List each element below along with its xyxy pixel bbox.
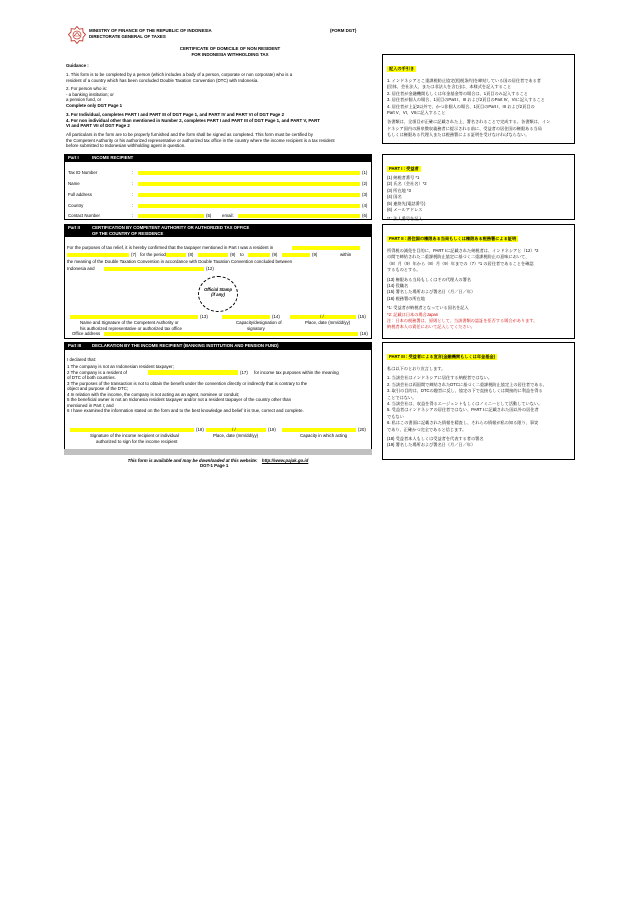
jp-part3-item-1: 1. 当該会社はインドネシアに居住する納税者ではない。 [387, 375, 493, 381]
jp-guidance-3: 2. 居住者が金融機関もしくは年金基金等の場合は、1頁目のみ記入すること [387, 90, 528, 96]
period-to-month[interactable] [248, 253, 270, 258]
ministry-line-2: DIRECTORATE GENERAL OF TAXES [89, 33, 166, 39]
colon: : [132, 181, 134, 186]
num-14: (14) [272, 314, 280, 319]
jp-guidance-2: (団体、会社法人、または非法人を含む)は、本様式を記入すること [387, 84, 512, 90]
recipient-place-date-label: Place, date (mm/dd/yy) [213, 433, 259, 438]
num-8: (8) [188, 252, 194, 257]
num-16: (16) [360, 331, 368, 336]
guidance-heading: Guidance : [66, 63, 89, 68]
jp-part1-item-1: (1) 納税者番号 *1 [387, 175, 420, 180]
download-note: This form is available and may be downloaded at this website: [127, 458, 258, 463]
recipient-signature-label: Signature of the income recipient or individual [90, 433, 179, 438]
name-num: (2) [362, 181, 368, 186]
guidance-item-4b: VI and PART VII of DGT Page 2 [66, 123, 130, 128]
num-20: (20) [358, 427, 366, 432]
colon: : [132, 203, 134, 208]
recipient-capacity-field[interactable] [282, 428, 356, 433]
contact-num: (5) [206, 213, 212, 218]
jp-part2-note-1: *1: 受益者が納税者となっている国名を記入 [387, 305, 469, 311]
part-2-header [65, 225, 371, 237]
period-to-year[interactable] [282, 253, 310, 258]
guidance-item-4: 4. For non individual other than mentioned in Number 2, completes PART I and PART III of DGT Page 1, and PART V, PART [66, 117, 320, 123]
guidance-item-2a: - a banking institution; or [66, 91, 114, 97]
num-13: (13) [200, 314, 208, 319]
jp-part3-item-5b: でもない [387, 413, 404, 419]
guidance-item-3: 3. For Individual, completes PART I and PART III of DGT Page 1, and PART IV and PART VI of DGT Page 2 [66, 112, 285, 117]
authority-signature-field[interactable] [70, 315, 198, 320]
jp-part2-box [382, 224, 575, 339]
jp-part1-item-6: (6) メールアドレス [387, 207, 423, 213]
jp-part3-intro: 私は以下のとおり宣言します。 [387, 366, 446, 371]
jp-guidance-box [382, 54, 575, 144]
jp-part2-l2: の間で締結された二重課税防止協定に基づく二重課税防止の意味において、 [387, 254, 530, 260]
guidance-para-3: before submitted to Indonesian withholding agent in question. [66, 143, 186, 148]
jp-part2-note-4: 納税者本人の責任において記入してください。 [387, 324, 475, 330]
decl-3: 3 The purposes of the transaction is not to obtain the benefit under the convention directly or indirectly that is contrary to the [67, 380, 308, 386]
date-mask: / / [232, 427, 236, 432]
decl-2b: of DTC of both countries. [67, 375, 116, 380]
recipient-signature-label-b: authorized to sign for the income recipient [96, 438, 178, 444]
jp-part3-item-5: 5. 受益者はインドネシアの居住者ではない、PART Iに記載された国以外の居住者 [387, 407, 539, 413]
part-3-label: Part III [68, 343, 82, 348]
period-from-year[interactable] [198, 253, 228, 258]
decl-2: 2 The company is a resident of [67, 369, 127, 375]
within-label: within [340, 252, 352, 257]
part-2-label: Part II [68, 225, 80, 230]
name-field[interactable] [138, 182, 360, 187]
jp-part2-item-1: (13) 権限ある当局もしくはその代理人の署名 [387, 276, 471, 282]
part-2-line-1: For the purposes of tax relief, it is hereby confirmed that the taxpayer mentioned in Part I was a resident in [67, 245, 274, 250]
guidance-item-2c: Complete only DGT Page 1 [66, 102, 123, 108]
colon: : [132, 192, 134, 197]
jp-part2-l1: 所得税の減免を目的に、PART Iに記載された納税者は、インドネシアと（12）*2 [387, 248, 539, 253]
to-label: to [240, 252, 244, 257]
period-from-month[interactable] [166, 253, 186, 258]
part-1-title: INCOME RECIPIENT [92, 155, 134, 160]
jp-guidance-title: 記入の手引き [389, 66, 415, 71]
official-stamp: Official Stamp (if any) [198, 276, 238, 312]
page-label: DGT-1 Page 1 [200, 463, 229, 468]
jp-part3-item-4: 4. 当該会社は、収益を得るエージェントもしくはノミニーとして活動していない。 [387, 401, 543, 407]
office-address-field[interactable] [104, 332, 358, 337]
authority-signature-label: Name and Signature of the Competent Authority or [80, 320, 179, 325]
num-19: (19) [268, 427, 276, 432]
jp-guidance-p1: 各書類は、全項目が正確に記載された上、署名されることで完成する。各書類は、イン [387, 119, 551, 125]
jp-part3-title: PART III : 受益者による宣言(金融機関もしくは年金基金) [389, 354, 496, 359]
num-12: (12) [206, 266, 214, 271]
resident-of-field[interactable] [148, 370, 238, 375]
jp-part1-title: PART I : 受益者 [389, 166, 419, 171]
jp-part2-l3: （8）月（9）年から（8）月（9）年までの（7）*1 の居住者であることを確認 [387, 260, 534, 266]
colon: : [132, 170, 134, 175]
jp-part1-item-2: (2) 氏名（会社名）*2 [387, 181, 427, 187]
jp-guidance-4: 3. 居住者が個人の場合、1頁目のPart I、III および2頁目のPart IV、VIに記入すること [387, 97, 545, 103]
jp-guidance-p2: ドネシア国内の源泉徴収義務者に提示される前に、受益者の居住国の権限ある当局 [387, 125, 542, 131]
declaration-intro: I declared that: [67, 357, 97, 362]
guidance-item-1b: resident of a country which has been concluded Double Taxation Convention (DTC) with Indonesia. [66, 77, 259, 83]
part-1-label: Part I [68, 155, 79, 160]
form-title-line-1: CERTIFICATE OF DOMICILE OF NON RESIDENT [179, 46, 281, 51]
country-field[interactable] [138, 204, 360, 209]
decl-1: 1 The company is not an Indonesian resident taxpayer; [67, 364, 174, 369]
num-15: (15) [358, 314, 366, 319]
jp-guidance-6: Part V、VI、VIIに記入すること [387, 110, 446, 116]
ministry-line-1: MINISTRY OF FINANCE OF THE REPUBLIC OF INDONESIA [89, 28, 212, 33]
part-1-header [65, 155, 371, 162]
jp-part2-title: PART II : 居住国の権限ある当局もしくは権限ある税務署による証明 [389, 236, 517, 241]
guidance-item-2b: a pension fund, or [66, 97, 102, 102]
num-7: (7) [131, 252, 137, 257]
jp-guidance-1: 1. インドネシアとこ重課税防止協定(租税条約)を締結している国の居住者である者 [387, 78, 541, 83]
decl-5: 5 the beneficial owner is not an Indonesia resident taxpayer and/or not a resident taxpayer of the country other than [67, 397, 292, 402]
jp-part2-item-2: (14) 役職名 [387, 283, 409, 289]
part-2-title-2: OF THE COUNTRY OF RESIDENCE [92, 230, 164, 236]
place-date-label: Place, date (mm/dd/yy) [305, 320, 351, 325]
country-num: (4) [362, 203, 368, 208]
recipient-capacity-label: Capacity in which acting [300, 433, 348, 438]
colon: : [132, 213, 134, 218]
part-3-header [65, 343, 371, 350]
form-title-line-2: FOR INDONESIA WITHHOLDING TAX [191, 51, 269, 57]
address-field[interactable] [138, 193, 360, 198]
num-9a: (9) [230, 252, 236, 257]
num-9c: (9) [312, 252, 318, 257]
part-2-line-4: Indonesia and [67, 266, 95, 271]
num-17: (17) [240, 369, 248, 375]
jp-part3-footer-2: (19) 署名した場所および署名日（月／日／年） [387, 442, 476, 448]
recipient-signature-field[interactable] [70, 428, 194, 433]
jp-part1-box [382, 154, 575, 220]
recipient-place-date-field[interactable] [206, 428, 266, 433]
jp-part3-item-3b: ことではない。 [387, 394, 417, 400]
download-link[interactable]: http://www.pajak.go.id [261, 458, 309, 463]
jp-part3-box [382, 342, 575, 460]
guidance-item-2: 2. For person who is: [66, 86, 107, 91]
jp-part1-note: *1: 法人番号を記入 [387, 216, 423, 222]
jp-part1-item-3: (3) 所在地 *3 [387, 187, 411, 193]
part-3-title: DECLARATION BY THE INCOME RECIPIENT (BANKING INSTITUTION AND PENSION FUND) [92, 343, 279, 348]
decl-4: 4 In relation with the income, the company is not acting as an agent, nominee or conduit; [67, 391, 240, 397]
decl-2-tail: for income tax purposes within the meaning [254, 369, 339, 375]
for-the-period: for the period [140, 252, 166, 257]
resident-in-field[interactable] [67, 253, 129, 258]
date-mask: / / [320, 314, 324, 319]
part-1-box [64, 154, 372, 220]
part-2-title-1: CERTIFICATION BY COMPETENT AUTHORITY OR AUTHORIZED TAX OFFICE [92, 225, 250, 230]
email-num: (6) [362, 213, 368, 218]
jp-part2-note-3: 注：日本の税務署は、原則として、当該書類の認証を拒否する場合があります。 [387, 318, 538, 324]
part-2-line-3: the meaning of the Double Taxation Convention in accordance with Double Taxation Convention concluded between [67, 259, 293, 264]
contact-label: Contact Number [68, 213, 100, 218]
ministry-logo [68, 26, 86, 44]
jp-guidance-5: 4. 居住者が上記2以外で、かつ非個人の場合、1頁目のPart I、III および2頁目の [387, 103, 535, 109]
form-code: (FORM DGT) [330, 28, 357, 33]
jp-part3-item-2: 2. 当該会社は両国間で締結されたDTCに基づく二重課税防止協定上の居住者である。 [387, 381, 547, 387]
treaty-country-field[interactable] [104, 267, 204, 272]
country-label: Country [68, 203, 84, 208]
name-label: Name [68, 181, 80, 186]
jp-part2-item-3: (15) 署名した場所および署名日（月／日／年） [387, 289, 476, 295]
address-label: Full address [68, 192, 92, 197]
decl-6: 6 I have examined the information stated on the form and to the best knowledge and belief it is true, correct and complete. [67, 408, 304, 413]
jp-part1-item-5: (5) 連絡先(電話番号) [387, 200, 426, 206]
office-address-label: Office address [72, 331, 101, 336]
decl-5b: mentioned in Part I; and [67, 402, 114, 408]
jp-part3-item-6: 6. 私はこの書面に記載された情報を精査し、それらの情報が私の知る限り、事実 [387, 420, 539, 426]
guidance-para-1: All particulars in the form are to be properly furnished and the form shall be signed as completed. This form must be certified by [66, 132, 313, 137]
guidance-para-2: the Competent Authority or his authorized representative or authorized tax office in the country where the income recipient is a tax resident [66, 137, 335, 143]
download-note-bar [64, 449, 372, 463]
tax-id-label: Tax ID Number [68, 170, 98, 175]
num-9b: (9) [272, 252, 278, 257]
capacity-label: Capacity/designation of [236, 320, 282, 325]
tax-id-field[interactable] [138, 171, 360, 176]
num-18: (18) [196, 427, 204, 432]
jp-part3-footer-1: (18) 受益者本人もしくは受益者を代表する者の署名 [387, 436, 484, 442]
email-field[interactable] [238, 214, 360, 219]
jp-part3-item-6b: であり、正確かつ完全であると信じます。 [387, 426, 467, 432]
jp-guidance-p3: もしくは権限ある代理人または税務署による証明を受けなければならない。 [387, 132, 530, 138]
jp-part3-item-3: 3. 取引の目的は、DTCの趣旨に反し、協定の下で直接もしくは間接的に利益を得る [387, 388, 543, 394]
jp-part1-item-4: (4) 国名 [387, 194, 402, 200]
guidance-item-1: 1. This form is to be completed by a person (which includes a body of a person, corporate or non corporate) who is a [66, 72, 293, 77]
contact-field[interactable] [138, 214, 204, 219]
address-num: (3) [362, 192, 368, 197]
decl-3b: object and purpose of the DTC; [67, 386, 129, 391]
jp-part2-note-2: *2: 記載は日本の場合Japan [387, 311, 439, 317]
authority-signature-label-b: his authorized representative or authorized tax office [80, 325, 182, 331]
resident-country-field[interactable] [292, 246, 360, 251]
tax-id-num: (1) [362, 170, 368, 175]
capacity-field[interactable] [222, 315, 270, 320]
jp-part2-l4: するものとする。 [387, 267, 421, 273]
email-label: email: [222, 213, 234, 218]
jp-part2-item-4: (16) 税務署の所在地 [387, 295, 425, 301]
capacity-label-b: signatory [247, 325, 265, 331]
